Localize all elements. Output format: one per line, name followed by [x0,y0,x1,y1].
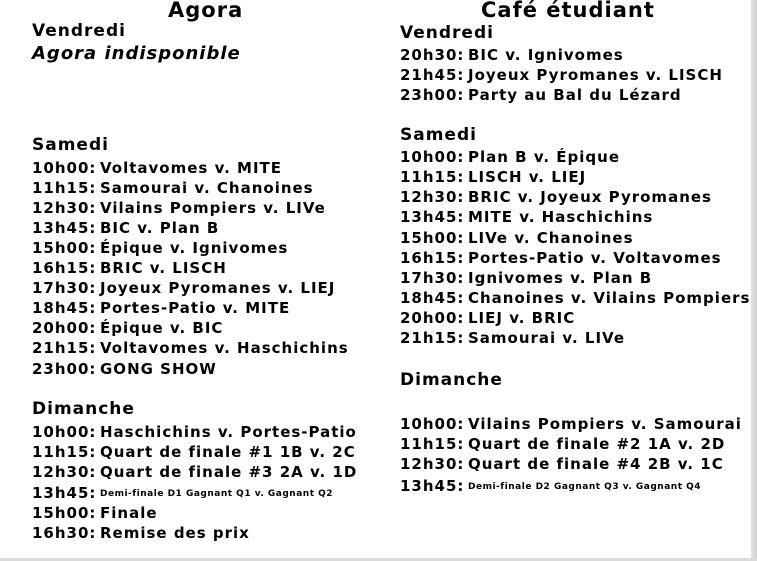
match-teams: Voltavomes v. Haschichins [100,339,349,357]
match-teams: LIVe v. Chanoines [468,229,634,247]
match-teams: Samourai v. Chanoines [100,179,314,197]
match-teams: Épique v. Ignivomes [100,239,289,257]
match-time: 21h15: [32,339,97,357]
match-teams: Haschichins v. Portes-Patio [100,423,357,441]
match-time: 11h15: [32,443,97,461]
match-time: 10h00: [32,423,97,441]
schedule-line [400,455,724,473]
match-teams: Plan B v. Épique [468,148,621,166]
match-time: 13h45: [32,219,97,237]
match-teams: Portes-Patio v. MITE [100,299,291,317]
schedule-line [400,309,575,327]
schedule-line [400,208,653,226]
schedule-line [400,86,682,104]
schedule-line [400,477,701,495]
match-teams: Quart de finale #3 2A v. 1D [100,463,358,481]
match-teams: MITE v. Haschichins [468,208,654,226]
schedule-line [400,249,722,267]
schedule-line [32,319,223,337]
match-time: 20h30: [400,46,465,64]
match-time: 10h00: [400,415,465,433]
match-teams: LISCH v. LIEJ [468,168,587,186]
match-time: 11h15: [400,168,465,186]
match-teams: LIEJ v. BRIC [468,309,576,327]
match-teams: BIC v. Ignivomes [468,46,624,64]
schedule-line [32,239,288,257]
match-time: 17h30: [400,269,465,287]
agora-unavailable-note: Agora indisponible [32,43,241,64]
match-time: 12h30: [32,463,97,481]
match-time: 13h45: [400,208,465,226]
column-title-cafe: Café étudiant [481,0,655,22]
match-time: 12h30: [32,199,97,217]
match-teams: BRIC v. LISCH [100,259,227,277]
schedule-line [32,179,314,197]
schedule-line [32,484,333,502]
match-teams: Chanoines v. Vilains Pompiers [468,289,751,307]
schedule-line [400,415,742,433]
schedule-line [32,159,282,177]
schedule-line [32,504,158,522]
match-teams: Vilains Pompiers v. LIVe [100,199,326,217]
match-time: 16h30: [32,524,97,542]
match-teams: Épique v. BIC [100,319,224,337]
schedule-line [32,423,357,441]
match-teams: Samourai v. LIVe [468,329,625,347]
match-time: 15h00: [400,229,465,247]
schedule-line [32,219,219,237]
schedule-line [400,148,620,166]
match-teams: Portes-Patio v. Voltavomes [468,249,722,267]
match-teams: Joyeux Pyromanes v. LISCH [468,66,723,84]
match-time: 15h00: [32,239,97,257]
match-time: 16h15: [400,249,465,267]
match-time: 18h45: [32,299,97,317]
match-time: 23h00: [32,360,97,378]
match-teams: Remise des prix [100,524,250,542]
match-time: 23h00: [400,86,465,104]
schedule-line [400,46,624,64]
match-time: 12h30: [400,188,465,206]
match-teams: Demi-finale D1 Gagnant Q1 v. Gagnant Q2 [100,489,334,499]
match-time: 13h45: [400,477,465,495]
day-heading-saturday: Samedi [400,125,477,145]
match-time: 15h00: [32,504,97,522]
schedule-line [32,443,356,461]
match-time: 18h45: [400,289,465,307]
schedule-line [400,66,723,84]
match-teams: Vilains Pompiers v. Samourai [468,415,742,433]
schedule-line [400,269,652,287]
schedule-line [400,289,750,307]
schedule-line [400,168,586,186]
match-time: 20h00: [32,319,97,337]
day-heading-friday: Vendredi [32,21,126,41]
schedule-line [32,299,290,317]
schedule-line [32,463,357,481]
match-time: 10h00: [32,159,97,177]
match-teams: Ignivomes v. Plan B [468,269,653,287]
day-heading-saturday: Samedi [32,135,109,155]
schedule-line [400,229,634,247]
match-teams: BRIC v. Joyeux Pyromanes [468,188,712,206]
schedule-line [32,199,326,217]
match-time: 17h30: [32,279,97,297]
match-teams: Quart de finale #2 1A v. 2D [468,435,726,453]
column-title-agora: Agora [168,0,244,22]
match-time: 11h15: [400,435,465,453]
match-teams: Party au Bal du Lézard [468,86,682,104]
day-heading-sunday: Dimanche [400,370,503,390]
schedule-line [32,360,217,378]
schedule-line [400,329,625,347]
match-teams: Finale [100,504,158,522]
match-time: 10h00: [400,148,465,166]
match-time: 13h45: [32,484,97,502]
page-right-edge [751,0,757,561]
match-teams: BIC v. Plan B [100,219,220,237]
day-heading-friday: Vendredi [400,23,494,43]
match-time: 12h30: [400,455,465,473]
match-teams: Joyeux Pyromanes v. LIEJ [100,279,336,297]
match-time: 20h00: [400,309,465,327]
match-time: 11h15: [32,179,97,197]
match-teams: Demi-finale D2 Gagnant Q3 v. Gagnant Q4 [468,482,702,492]
match-time: 21h15: [400,329,465,347]
schedule-line [32,259,227,277]
match-time: 21h45: [400,66,465,84]
match-teams: GONG SHOW [100,360,217,378]
match-teams: Quart de finale #1 1B v. 2C [100,443,356,461]
schedule-line [400,188,712,206]
match-teams: Voltavomes v. MITE [100,159,283,177]
match-teams: Quart de finale #4 2B v. 1C [468,455,724,473]
schedule-line [32,524,250,542]
match-time: 16h15: [32,259,97,277]
day-heading-sunday: Dimanche [32,399,135,419]
schedule-line [32,279,335,297]
schedule-line [400,435,725,453]
schedule-line [32,339,349,357]
